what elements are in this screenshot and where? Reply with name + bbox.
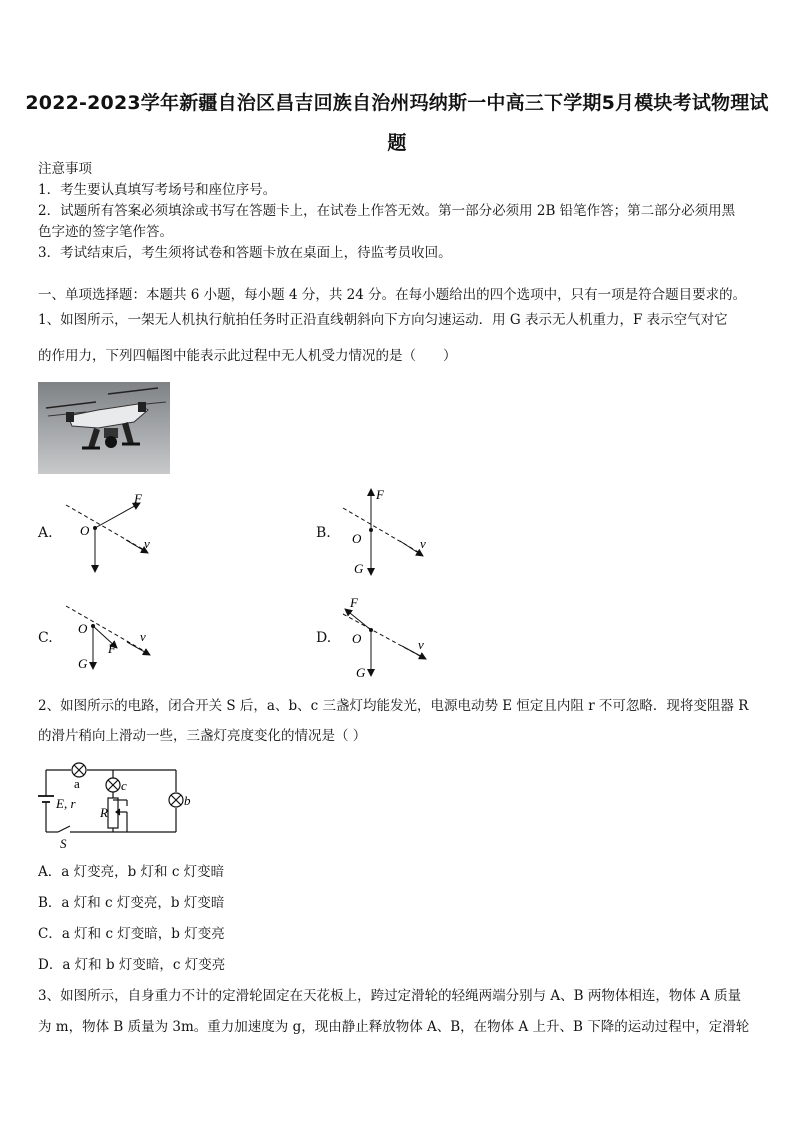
diagram-b-f: F [376, 487, 384, 502]
q1-option-c-label: C. [38, 630, 53, 646]
diagram-a-o: O [80, 523, 90, 538]
diagram-d [343, 595, 426, 680]
notice-heading: 注意事项 [38, 161, 92, 177]
question-2-line1: 2、如图所示的电路，闭合开关 S 后，a、b、c 三盏灯均能发光，电源电动势 E 恒定且内阻 r 不可忽略．现将变阻器 R [38, 698, 749, 714]
q2-option-a: A．a 灯变亮，b 灯和 c 灯变暗 [38, 864, 225, 880]
diagram-b-g: G [354, 561, 364, 576]
diagram-c-g: G [78, 656, 88, 671]
notice-item-2-cont: 色字迹的签字笔作答。 [38, 224, 173, 240]
q2-option-d: D．a 灯和 b 灯变暗，c 灯变亮 [38, 957, 226, 973]
diagram-d-g: G [356, 665, 366, 680]
q1-option-d-label: D. [316, 630, 332, 646]
diagram-c [66, 606, 150, 671]
diagram-a-f: F [134, 491, 142, 506]
document-title-line1: 2022-2023学年新疆自治区昌吉回族自治州玛纳斯一中高三下学期5月模块考试物理试 [25, 92, 769, 114]
question-3-line2: 为 m，物体 B 质量为 3m。重力加速度为 g，现由静止释放物体 A、B，在物体 A 上升、B 下降的运动过程中，定滑轮 [38, 1019, 750, 1035]
question-1-line1: 1、如图所示，一架无人机执行航拍任务时正沿直线朝斜向下方向匀速运动．用 G 表示无人机重力，F 表示空气对它 [38, 312, 728, 328]
diagram-b-v: v [420, 536, 426, 551]
section-heading: 一、单项选择题：本题共 6 小题，每小题 4 分，共 24 分。在每小题给出的四个选项中，只有一项是符合题目要求的。 [38, 287, 747, 303]
rheostat-label: R [100, 805, 108, 820]
diagram-c-o: O [78, 621, 88, 636]
question-1-line2: 的作用力，下列四幅图中能表示此过程中无人机受力情况的是（ ） [38, 348, 457, 364]
diagram-a [66, 491, 150, 572]
diagram-b-o: O [352, 531, 362, 546]
question-2-line2: 的滑片稍向上滑动一些，三盏灯亮度变化的情况是（ ） [38, 728, 367, 744]
notice-item-3: 3．考试结束后，考生须将试卷和答题卡放在桌面上，待监考员收回。 [38, 245, 452, 261]
q2-option-b: B．a 灯和 c 灯变亮，b 灯变暗 [38, 895, 225, 911]
question-3-line1: 3、如图所示，自身重力不计的定滑轮固定在天花板上，跨过定滑轮的轻绳两端分别与 A、B 两物体相连，物体 A 质量 [38, 988, 742, 1004]
diagram-c-f: F [108, 641, 116, 656]
diagram-d-o: O [352, 631, 362, 646]
diagram-a-v: v [144, 536, 150, 551]
diagram-b [343, 487, 426, 576]
q2-option-c: C．a 灯和 c 灯变暗，b 灯变亮 [38, 926, 225, 942]
q1-option-b-label: B. [316, 525, 331, 541]
diagram-d-f: F [350, 595, 358, 610]
lamp-b-label: b [184, 793, 191, 808]
notice-item-1: 1．考生要认真填写考场号和座位序号。 [38, 182, 277, 198]
switch-label: S [60, 836, 67, 851]
lamp-a-label: a [74, 776, 80, 791]
diagram-d-v: v [418, 637, 424, 652]
q1-option-a-label: A. [38, 525, 53, 541]
document-title-line2: 题 [387, 132, 407, 154]
diagram-c-v: v [140, 629, 146, 644]
battery-label: E, r [56, 796, 76, 811]
notice-item-2: 2．试题所有答案必须填涂或书写在答题卡上，在试卷上作答无效。第一部分必须用 2B 铅笔作答；第二部分必须用黑 [38, 203, 736, 219]
lamp-c-label: c [121, 778, 127, 793]
